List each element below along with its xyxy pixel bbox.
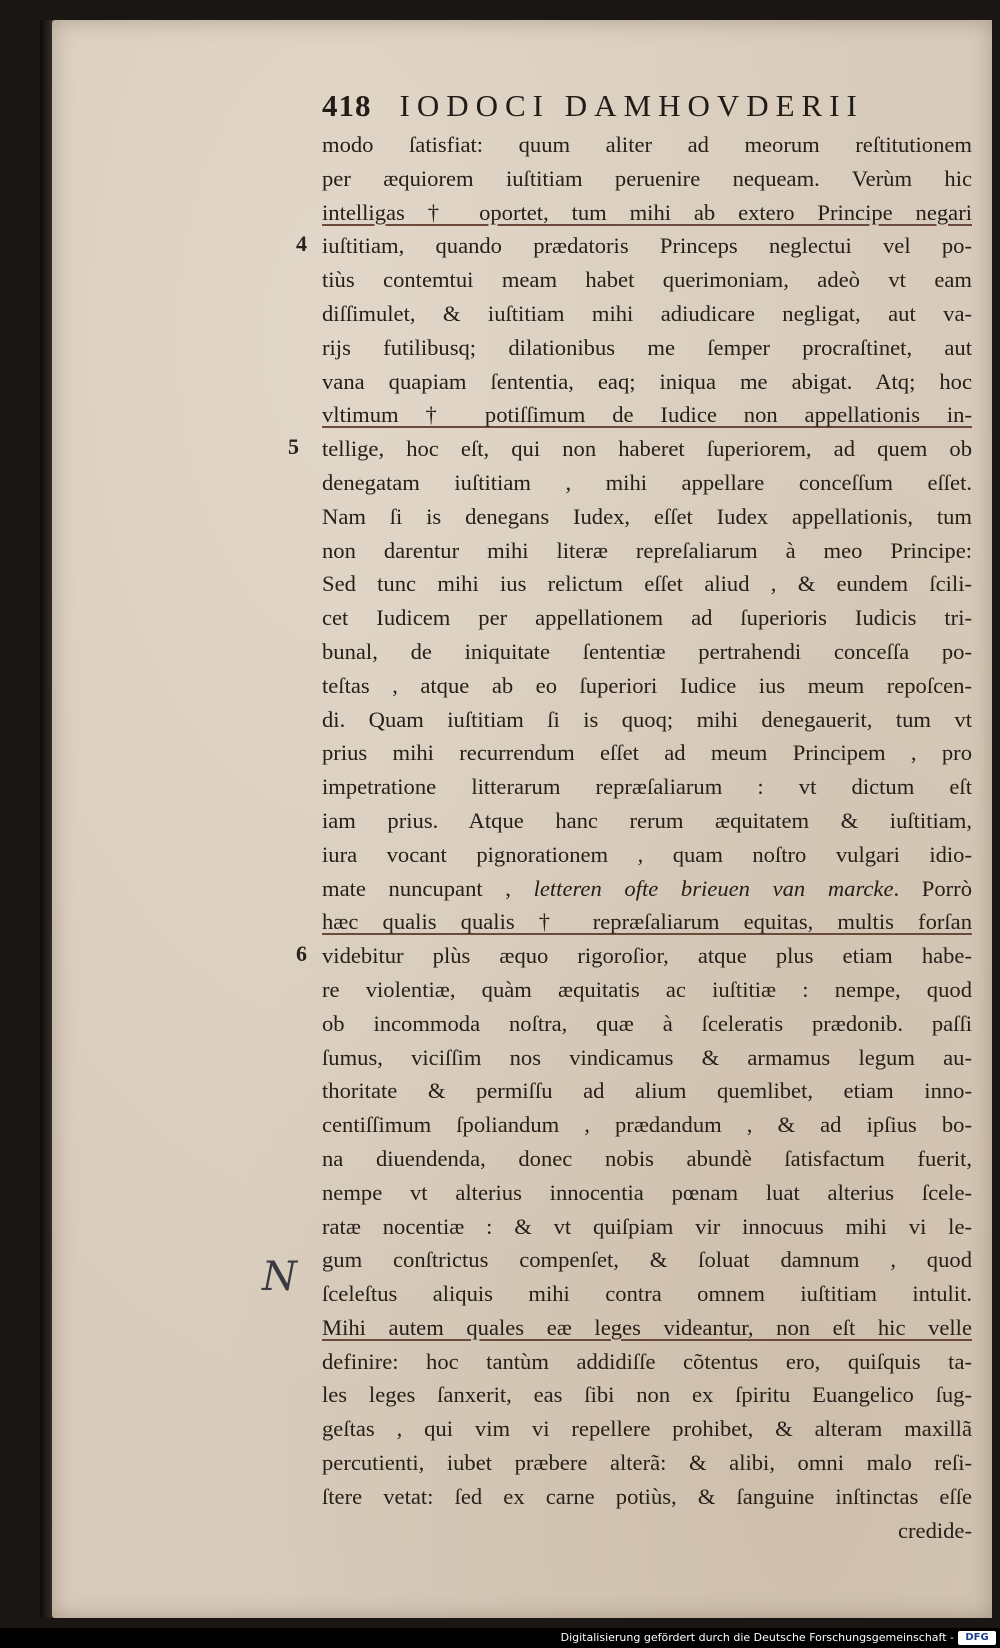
- text-line: na diuendenda, donec nobis abundè ſatisfactum fuerit,: [322, 1145, 972, 1171]
- text-line: iuſtitiam, quando prædatoris Princeps neglectui vel po-: [322, 233, 972, 259]
- text-line: thoritate & permiſſu ad alium quemlibet, etiam inno-: [322, 1078, 972, 1104]
- italic-vernacular-phrase: letteren ofte brieuen van marcke: [533, 875, 894, 901]
- text-line: ob incommoda noſtra, quæ à ſceleratis prædonib. paſſi: [322, 1010, 972, 1036]
- text-line: denegatam iuſtitiam , mihi appellare conceſſum eſſet.: [322, 469, 972, 495]
- text-line: hæc qualis qualis † repræſaliarum equitas, multis forſan: [322, 909, 972, 935]
- text-line: Nam ſi is denegans Iudex, eſſet Iudex appellationis, tum: [322, 503, 972, 529]
- text-line: per æquiorem iuſtitiam peruenire nequeam. Verùm hic: [322, 165, 972, 191]
- margin-number: 4: [296, 231, 307, 257]
- text-line: Mihi autem quales eæ leges videantur, non eſt hic velle: [322, 1314, 972, 1340]
- footer-credit: Digitalisierung gefördert durch die Deutsche Forschungsgemeinschaft -: [560, 1631, 954, 1644]
- text-line: cet Iudicem per appellationem ad ſuperioris Iudicis tri-: [322, 605, 972, 631]
- text-line: ſumus, viciſſim nos vindicamus & armamus legum au-: [322, 1044, 972, 1070]
- text-line: intelligas † oportet, tum mihi ab extero Principe negari: [322, 199, 972, 225]
- text-line: impetratione litterarum repræſaliarum : vt dictum eſt: [322, 774, 972, 800]
- text-line: credide-: [897, 1517, 972, 1543]
- text-line: iura vocant pignorationem , quam noſtro vulgari idio-: [322, 841, 972, 867]
- folio-number: 418: [322, 88, 372, 123]
- text-line: videbitur plùs æquo rigoroſior, atque plus etiam habe-: [322, 943, 972, 969]
- footer-bar: [0, 1628, 1000, 1648]
- text-line: tiùs contemtui meam habet querimoniam, adeò vt eam: [322, 267, 972, 293]
- running-header: [322, 88, 922, 130]
- text-line: centiſſimum ſpoliandum , prædandum , & ad ipſius bo-: [322, 1112, 972, 1138]
- dfg-logo: DFG: [958, 1631, 996, 1645]
- text-line: geſtas , qui vim vi repellere prohibet, & alteram maxillã: [322, 1416, 972, 1442]
- margin-note: N: [262, 1254, 297, 1300]
- text-line: tellige, hoc eſt, qui non haberet ſuperiorem, ad quem ob: [322, 436, 972, 462]
- text-line: re violentiæ, quàm æquitatis ac iuſtitiæ : nempe, quod: [322, 976, 972, 1002]
- text-line: ſtere vetat: ſed ex carne potiùs, & ſanguine inſtinctas eſſe: [322, 1483, 972, 1509]
- text-line: nempe vt alterius innocentia pœnam luat alterius ſcele-: [322, 1179, 972, 1205]
- text-line: di. Quam iuſtitiam ſi is quoq; mihi denegauerit, tum vt: [322, 706, 972, 732]
- text-line: non darentur mihi literæ repreſaliarum à meo Principe:: [322, 537, 972, 563]
- text-line: diſſimulet, & iuſtitiam mihi adiudicare negligat, aut va-: [322, 300, 972, 326]
- text-line: les leges ſanxerit, eas ſibi non ex ſpiritu Euangelico ſug-: [322, 1382, 972, 1408]
- text-line: rijs futilibusq; dilationibus me ſemper procraſtinet, aut: [322, 334, 972, 360]
- text-line: vana quapiam ſententia, eaq; iniqua me abigat. Atq; hoc: [322, 368, 972, 394]
- margin-number: 5: [288, 434, 299, 460]
- text-line: iam prius. Atque hanc rerum æquitatem & iuſtitiam,: [322, 807, 972, 833]
- running-title: IODOCI DAMHOVDERII: [399, 88, 864, 123]
- text-line: prius mihi recurrendum eſſet ad meum Principem , pro: [322, 740, 972, 766]
- text-line: percutienti, iubet præbere alterã: & alibi, omni malo reſi-: [322, 1450, 972, 1476]
- text-line: bunal, de iniquitate ſententiæ pertrahendi conceſſa po-: [322, 638, 972, 664]
- text-line: ratæ nocentiæ : & vt quiſpiam vir innocuus mihi vi le-: [322, 1213, 972, 1239]
- text-line: definire: hoc tantùm addidiſſe cõtentus ero, quiſquis ta-: [322, 1348, 972, 1374]
- margin-number: 6: [296, 941, 307, 967]
- text-line: gum conſtrictus compenſet, & ſoluat damnum , quod: [322, 1247, 972, 1273]
- text-line: modo ſatisfiat: quum aliter ad meorum reſtitutionem: [322, 132, 972, 157]
- text-line: teſtas , atque ab eo ſuperiori Iudice ius meum repoſcen-: [322, 672, 972, 698]
- text-line: ſceleſtus aliquis mihi contra omnem iuſtitiam intulit.: [322, 1281, 972, 1307]
- text-line: vltimum † potiſſimum de Iudice non appellationis in-: [322, 402, 972, 428]
- text-line: mate nuncupant , letteren ofte brieuen van marcke. Porrò: [322, 875, 972, 901]
- text-line: Sed tunc mihi ius relictum eſſet aliud , & eundem ſcili-: [322, 571, 972, 597]
- body-text: [322, 128, 972, 1547]
